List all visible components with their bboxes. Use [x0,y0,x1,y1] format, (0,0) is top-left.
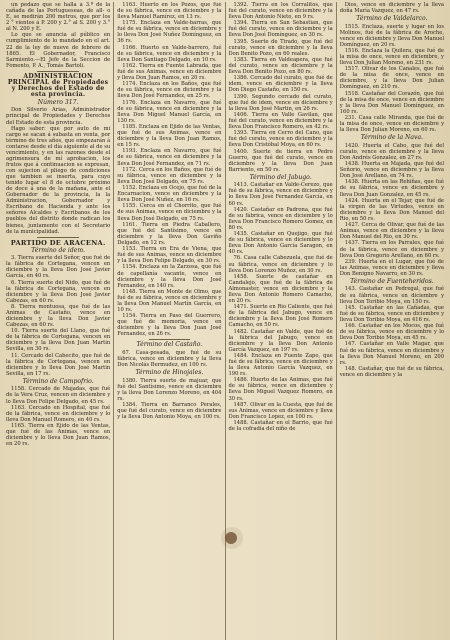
listing-entry: 76. Casa calle Cabezuela, que fué de su fábrica, vence en diciembre y lo lleva Don Lorenzo Muñoz, en 30 rs. [228,255,333,274]
listing-entry: 1393. Tierra en Cerro del Cano, que fué del curato, vence en diciembre y la lleva Don Cristóbal Moya, en 60 rs. [228,130,333,149]
listing-entry: 1517. Olivar de los Canales, que fué de la misa de once, vence en diciembre, y la lleva Don Julian Domínguez, en 210 rs. [339,66,444,91]
section-heading: Término de Campofrio. [22,377,94,385]
listing-entry: 1392. Tierra en los Corralitos, que fué del curato, vence en diciembre y la lleva Don Antonio Nieto, en 9 rs. [228,2,333,21]
listing-entry: 1406. Tierra en Valle Gavilan, que fué del curato, vence en diciembre y la lleva Don Francisco Romero, en 42 rs. [228,111,333,131]
listing-entry: 11. Cercado del Cabecito, que fué de la fábrica de Cortegana, vencen en diciembre y lo lleva Don José Martin Sevilla, en 17 rs. [6,352,111,377]
listing-entry: 148. Castañar, que fué de su fábrica, vence en diciembre y la [339,365,444,378]
listing-entry: 1394. Tierra en San Sebastian, que fué del curato, vence en diciembre y la lleva Don José Domínguez, en 30 rs. [228,20,333,39]
column-1 [3,2,113,640]
listing-entry: 1400. Suerte de tierra en Pedro Guerro, que fué del curato, vence en diciembre y la lleva Don Juan Barriento, en 50 rs. [228,148,333,173]
section-heading: Número 317. [37,98,79,106]
section-heading: Término del Castaño. [136,341,203,349]
listing-entry: 1154. Enclaza en la Zarzosa, que fué de capellanía vacante, vence en diciembre y la lleva Don José Fernandez, en 140 rs. [117,264,222,289]
listing-entry: 1162. Tierra en Fuente Labrada, que fué de sus Animas, vence en diciembre y lleva Don Juan Ramos, en 20 rs. [117,63,222,82]
listing-entry: 1152. Enclaza en Ocejo, que fué de la Encarnacion, vence en diciembre y la lleva Don José Nuñez, en 16 rs. [117,185,222,204]
listing-entry: 1488. Castañar en el Barrio, que fué de la cofradía del niño de [228,420,333,433]
listing-entry: 1390. Segundo cercado del curato, que fué de idem, vence en diciembre y la lleva Don José Martin, en 26 rs. [228,93,333,112]
listing-entry: 1420. Huerta el Cabo, que fué del curato, vence en diciembre y la lleva Don Andrés Gonzalez, en 27 rs. [339,142,444,161]
listing-entry: 1155. Cerca en el Chorrito, que fué de sus Animas, vence en diciembre y la lleva Don José Delgado, en 75 rs. [117,203,222,222]
listing-entry: 3. Tierra suerte del Señor, que fué de la fábrica de Cortegana, vencen en diciembre y la lleva Don José Javier García, en 40 rs. [6,255,111,280]
listing-entry: 1518. Castañar del Corazón, que fué de la misa de once, vence en diciembre y la lleva Don Manuel Domínguez, en 160 rs. [339,90,444,115]
listing-entry: 1424. Huerta en el Tejar, que fué de la virgen de las Virtudes, vence en diciembre y la lleva Don Manuel del Rio, en 50 rs. [339,197,444,222]
section-rule [149,339,191,340]
listing-entry: 1437. Tierra en los Parrales, que fué de la fábrica, vence en diciembre y lleva Don Gregorio Arellano, en 60 rs. [339,240,444,259]
section-heading: Término del Jabugo. [249,173,312,181]
listing-entry: 239. Huerta en el Lugar, que fué de las Animas, vence en diciembre y lleva Don Benigno Navarro, en 30 rs. [339,258,444,277]
listing-entry: 67. Casa-posada, que fué de su fábrica, vence en diciembre y la lleva Don Nicolás Bermudez, en 100 rs. [117,349,222,369]
section-heading: ADMINISTRACION PRINCIPAL de Propiedades y Derechos del Estado de esta provincia. [7,72,109,98]
listing-entry: 1185. Enclaza en Ejido de las Ventas, que fué de sus Animas, vence en diciembre y la lleva Don Juan Ramos, en 15 rs. [117,124,222,149]
section-heading: Término de Hinojales. [135,369,204,377]
listing-entry: 146. Castañar en los Mocos, que fué de su fábrica, vence en diciembre y lo lleva Don Toribio Moya, en 45 rs. [339,323,444,342]
listing-entry: 1158. Cercado de Majadas, que fué de la Vera Cruz, vencen en diciembre y lo lleva Don Felipe Delgado, en 45 rs. [6,386,111,405]
section-rule [37,71,79,72]
listing-entry: 1148. Tierra en Monte de Olmo, que fué de su fábrica, vence en diciembre y la lleva Don Manuel Martín García, en 10 rs. [117,288,222,313]
section-heading: Término de la Nava. [360,134,424,142]
listing-entry: Hago saber: que por auto de mi cargo se sacan á subasta en venta, por término de tres años, que empezarán á contarse desde el día siguiente al de su vencimiento, y en las razones desde el agrimensura de mí aprobacion, los frutos que á continuacion se expresan, con sujecion al pliego de condiciones que tambien se inserta, para cuyo tenido lugar el 8 de octubre próximo de doce á una de la mañana, ante el Gobernador de la provincia, la la Administracion, Gobernador y Escribano de Hacienda y ante los señores Alcaldes y Escribanos de los pueblos del distrito donde radican los bienes, juntamente con el Secretario de la municipalidad. [6,125,111,235]
ink-stain [225,532,237,544]
listing-entry: Don Silverio Arias, Administrador principal de Propiedades y Derechos del Estado de esta provincia. [6,107,111,126]
listing-entry: 1193. Enclaza en Navarro, que fué de su fábrica, vence en diciembre y la lleva Don José Fernandez, en 71 rs. [117,148,222,167]
listing-entry: 147. Castañar en Valle Magar, que fué de su fábrica, vence en diciembre y la lleva Don Manuel Moreno, en 200 rs. [339,341,444,366]
listing-entry: 1380. Tierra suerte de majuar, que fué del Santísimo, vence en diciembre y la lleva Don Lorenzo Moreno, en 404 rs. [117,377,222,402]
listing-entry: 1435. Castañar en Quejigo, que fué de su fábrica, vence en diciembre y lo lleva Don Antonio García Saragon, en 40 rs. [228,231,333,256]
listing-entry: 231. Casa calle Miranda, que fué de la misa de once, vence en diciembre y la lleva Don Julian Moreno, en 60 rs. [339,115,444,134]
listing-entry: 1438. Huerta en las Rehiñas, que fué de su fábrica, vence en diciembre y lleva Don Juan Gonzalez, en 45 rs. [339,179,444,198]
listing-entry: 1165. Tierra en Ejido de las Ventas, que fué de las Animas, vence en diciembre y lo lleva Don Juan Ramos, en 20 rs. [6,423,111,448]
listing-entry: 1395. Suerte de Tirado, que fué del curato, vence en diciembre y la lleva Don Benito Pozo, en 60 reales. [228,38,333,57]
column-2 [113,2,224,640]
listing-entry: 1163. Cercado en Hospital, que fué de la fábrica, vence en diciembre y lo lleva Don Manuel Romero, en 40 rs. [6,404,111,423]
section-heading: Término de Fuenteheridos. [350,277,434,285]
listing-entry: 6. Tierra suerte del Nido, que fué de la fábrica de Cortegana, vencen en diciembre y la lleva Don José Javier Cabezas, en 60 rs. [6,279,111,304]
section-heading: Término de Valdelarco. [356,15,428,23]
listing-entry: 1484. Enclaza en Fuente Zapo, que fué de su fábrica, vence en diciembre y la lleva Antonio García Vazquez, en 190 rs. [228,352,333,378]
listing-entry: 1482. Castañar en Valde, que fué de la fábrica del Jabugo, vence en diciembre y la lleva Don Antonio García Vazquez, en 197 rs. [228,328,333,353]
listing-entry: Dios, vence en diciembre y la lleva doña María Vazquez, en 47 rs. [339,2,444,15]
column-3 [225,2,336,640]
listing-entry: 1487. Olivar en la Cuesta, que fué de sus Animas, vence en diciembre y lleva Don Francisco Lopez, en 100 rs. [228,401,333,420]
listing-entry: 1175. Enclaza en Valde-barras, que fué de su fábrica, vence en diciembre y lo lleva Don José Nuñez Domínguez, en 36 rs. [117,20,222,45]
listing-entry: 1413. Castañar en Valde-Cerezo, que fué de su fábrica, vence en diciembre y lo lleva Don José Fernandez García, en 60 rs. [228,182,333,207]
section-heading: PARTIDO DE ARACENA. [10,238,106,247]
listing-entry: 1471. Suerte en Rio Caliente, que fué de la fábrica del Jabugo, vence en diciembre y la lleva Don José Romero Camacho, en 50 rs. [228,304,333,329]
listing-entry: 1458. Suerte de castañar en Candalejo, que fué de la fábrica de Almonaster, vence en diciembre y la lleva Don Antonio Romero Camacho, en 20 rs. [228,273,333,304]
listing-entry: 1172. Cerca en los Baños, que fué de su fábrica, vence en diciembre y la lleva Don José Delgado, en 75 rs. [117,166,222,185]
listing-entry: 1163. Huerto en los Pozos, que fué de su fábrica, vence en diciembre y la lleva Manuel Ramírez, en 13 rs. [117,2,222,21]
listing-entry: 1161. Tierra en Piedra Caballero, que fué del Santísimo, vence en diciembre y la lleva Don Gaviño Delgado, en 12 rs. [117,221,222,246]
listing-entry: 1486. Huerto de las Animas, que fué de su fábrica, vence en diciembre y lleva Don Miguel Vazquez Romero, en 30 rs. [228,377,333,402]
listing-entry: 1516. Enclaza la Quilera, que fué de la misa de once, vence en diciembre, y lleva Don Julian Moreno, en 231 rs. [339,48,444,67]
listing-entry: 1427. Cerca de Olivar, que fué de las Animas, vence en diciembre y la lleva Don Manuel del Rio, en 30 rs. [339,222,444,241]
listing-entry: 1166. Huerto en Valde-barrero, fué de su fábrica, vence en diciembre y la lleva Don Santiago Delgado, en 10 rs. [117,44,222,63]
listing-entry: 10. Tierra suerte del Llano, que fué de la fábrica de Cortegana, vencen en diciembre y la lleva Don Juan Martin Sevilla, en 30 rs. [6,328,111,353]
listing-entry: 1386. Cercado del curato, que fué de idem, vence en diciembre y la lleva Don Diego Castaño, en 150 rs. [228,75,333,94]
listing-entry: 1383. Tierra en Valdeapera, que fué del curato, vence en diciembre y la lleva Don Benito Pozo, en 80 rs. [228,56,333,76]
listing-entry: 1384. Tierra en Barranco Perales, que fué del curato, vence en diciembre y la lleva Don Antonio Moya, en 100 rs. [117,402,222,421]
listing-entry: 1438. Huerta en Majada, que fué del Señorio, vence en diciembre y la lleva Don José Arellano, en 74 rs. [339,161,444,180]
listing-entry: 8. Tierra montuosa, que fué de las Animas de Castaño, vence en diciembre y la lleva Don Javier Cabezas, en 60 rs. [6,303,111,329]
listing-entry: 1420. Castañar en Padrona, que fué de su fábrica, vence en diciembre y lo lleva Don Francisco Romero Gomez, en 80 rs. [228,206,333,231]
column-4 [336,2,447,640]
listing-entry: 1153. Tierra en Era de Viena, que fué de sus Animas, vence en diciembre y la lleva Don Felipe Delgado, en 30 rs. [117,246,222,265]
section-rule [37,237,79,238]
listing-entry: 143. Castañar en Pedregal, que fué de su fábrica, vence en diciembre y lleva Don Toribio Moya, en 150 rs. [339,286,444,305]
listing-entry: un pedazo que se halla á 3.ª de la cañada de las Portugueseas, de all- o E, se medirán 200 metros, que por los 2 ° vientos á P. 200 y 2.° al S. 200 y 3.° al N. 200 y E. [6,2,111,33]
listing-entry: 1154. Tierra en Paso del Guerrero, que fué de memoria, vence en diciembre y la lleva Don Juan José Fernandez, en 26 rs. [117,313,222,338]
section-heading: Término de idem. [31,246,86,254]
listing-entry: Lo que se anuncia al público en cumplimiento de lo mandado en el art. 22 de la ley de nueve de febrero de 1865. El Gobernador, Francisco Sarmiento.—El Jefe de la Seccion de Fomento, P. A., Tomás Bartoli. [6,32,111,69]
listing-entry: 145. Castañar en las Cañadas, que fué de su fábrica, vence en diciembre y lleva Don Toribio Moya, en 416 rs. [339,304,444,323]
listing-entry: 1515. Enclaza, suerte y lugar en los Molinos, fué de la fábrica de Aroche, vence en diciembre y lleva Don Manuel Domínguez, en 20 rs. [339,23,444,48]
listing-entry: 1174. Enclaza en los Baños, que fué de su fábrica, vence en diciembre y la lleva Don José Fernandez, en 25 rs. [117,81,222,100]
listing-entry: 1176. Enclaza en Navarro, que fué de su fábrica, vence en diciembre y la lleva Don Miguel Manuel García, en 130 rs. [117,99,222,124]
